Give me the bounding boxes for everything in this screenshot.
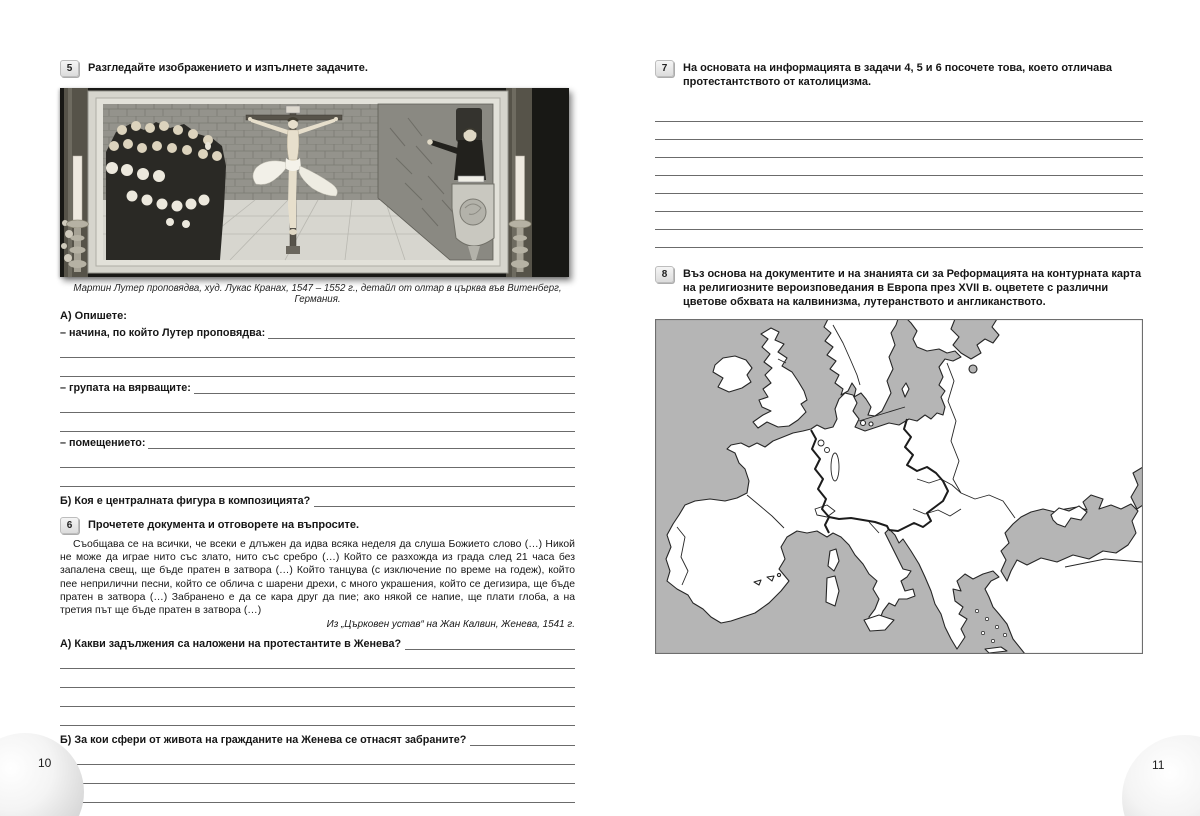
task6-badge: 6 — [60, 517, 79, 534]
answer-line — [655, 212, 1143, 230]
prompt-group: – групата на вярващите: — [60, 382, 191, 395]
task6-question-b-row — [60, 726, 575, 746]
page-corner-circle-right — [1122, 735, 1200, 816]
answer-line — [655, 194, 1143, 212]
answer-line — [470, 725, 575, 746]
prompt-room: – помещението: — [60, 437, 146, 450]
page-left — [60, 60, 575, 803]
map-lake-ladoga — [969, 365, 977, 373]
answer-line — [655, 158, 1143, 176]
task6-header — [60, 517, 575, 534]
page-number-left: 10 — [38, 756, 52, 770]
answer-line — [60, 707, 575, 726]
answer-line — [60, 746, 575, 765]
task7-title: На основата на информацията в задачи 4, 5 и 6 посочете това, което отличава протестантството от католицизма. — [683, 62, 1113, 89]
image-caption: Мартин Лутер проповядва, худ. Лукас Кранах, 1547 – 1552 г., детайл от олтар в църква във Витенберг, Германия. — [73, 283, 562, 305]
answer-line — [405, 629, 575, 650]
answer-line — [60, 339, 575, 358]
task8-title: Въз основа на документите и на знанията си за Реформацията на контурната карта на религиозните вероизповедания в Европа през XVII в. оцветете с различни цветове обхвата на калвинизма, лутеранството и англиканството. — [683, 267, 1142, 309]
page-right — [655, 60, 1143, 654]
task5-title: Разгледайте изображението и изпълнете задачите. — [88, 62, 368, 74]
task6-question-b: Б) За кои сфери от живота на гражданите на Женева се отнасят забраните? — [60, 733, 467, 746]
task5-badge: 5 — [60, 60, 79, 77]
page-number-right: 11 — [1152, 758, 1165, 772]
congregation — [106, 121, 226, 260]
altar-photo — [60, 88, 569, 277]
task6-title: Прочетете документа и отговорете на въпросите. — [88, 519, 360, 531]
answer-line — [60, 669, 575, 688]
answer-line — [655, 140, 1143, 158]
task5-question-b-row — [60, 487, 575, 507]
answer-line — [60, 468, 575, 487]
answer-line — [655, 122, 1143, 140]
answer-line — [60, 413, 575, 432]
answer-line — [60, 650, 575, 669]
task7-badge: 7 — [655, 60, 674, 77]
answer-line — [60, 394, 575, 413]
answer-line — [60, 358, 575, 377]
answer-line — [60, 449, 575, 468]
answer-line — [148, 431, 575, 449]
prompt-room-row — [60, 432, 575, 449]
task8-header — [655, 266, 1143, 310]
section-a-label: А) Опишете: — [60, 310, 127, 322]
map-danish-isles — [861, 421, 866, 426]
answer-line — [60, 765, 575, 784]
answer-line — [655, 104, 1143, 122]
answer-line — [268, 321, 575, 339]
task6-question-a: А) Какви задължения са наложени на протестантите в Женева? — [60, 637, 402, 650]
task5-question-b: Б) Коя е централната фигура в композицията? — [60, 494, 311, 507]
prompt-group-row — [60, 377, 575, 394]
answer-line — [655, 230, 1143, 248]
prompt-manner: – начина, по който Лутер проповядва: — [60, 327, 266, 340]
answer-line — [60, 688, 575, 707]
europe-contour-map — [655, 319, 1143, 654]
task5-header — [60, 60, 575, 77]
answer-line — [655, 176, 1143, 194]
task8-badge: 8 — [655, 266, 674, 283]
task6-question-a-row — [60, 630, 575, 650]
document-text: Съобщава се на всички, че всеки е длъжен да идва всяка неделя да слуша Божието слово (…) Никой не може да играе нито със злато, нито със сребро (…) Който се разхожда из града след 21 часа без запалена свещ, ще бъде пратен в затвора (…) Който танцува (с изключение по време на годеж), който пее неприлични песни, който се облича с шарени дрехи, с много украшения, който се дегизира, ще бъде пратен в затвора (…) Забранено е да се кара друг да пие; ако някой се напие, ще плати глоба, а на третия път ще бъде пратен в затвора (…) — [60, 539, 575, 617]
answer-line — [194, 376, 575, 394]
document-source: Из „Църковен устав“ на Жан Калвин, Женева, 1541 г. — [326, 619, 575, 631]
answer-line — [60, 784, 575, 803]
answer-line — [314, 486, 575, 507]
task7-header — [655, 60, 1143, 90]
prompt-manner-row — [60, 322, 575, 339]
